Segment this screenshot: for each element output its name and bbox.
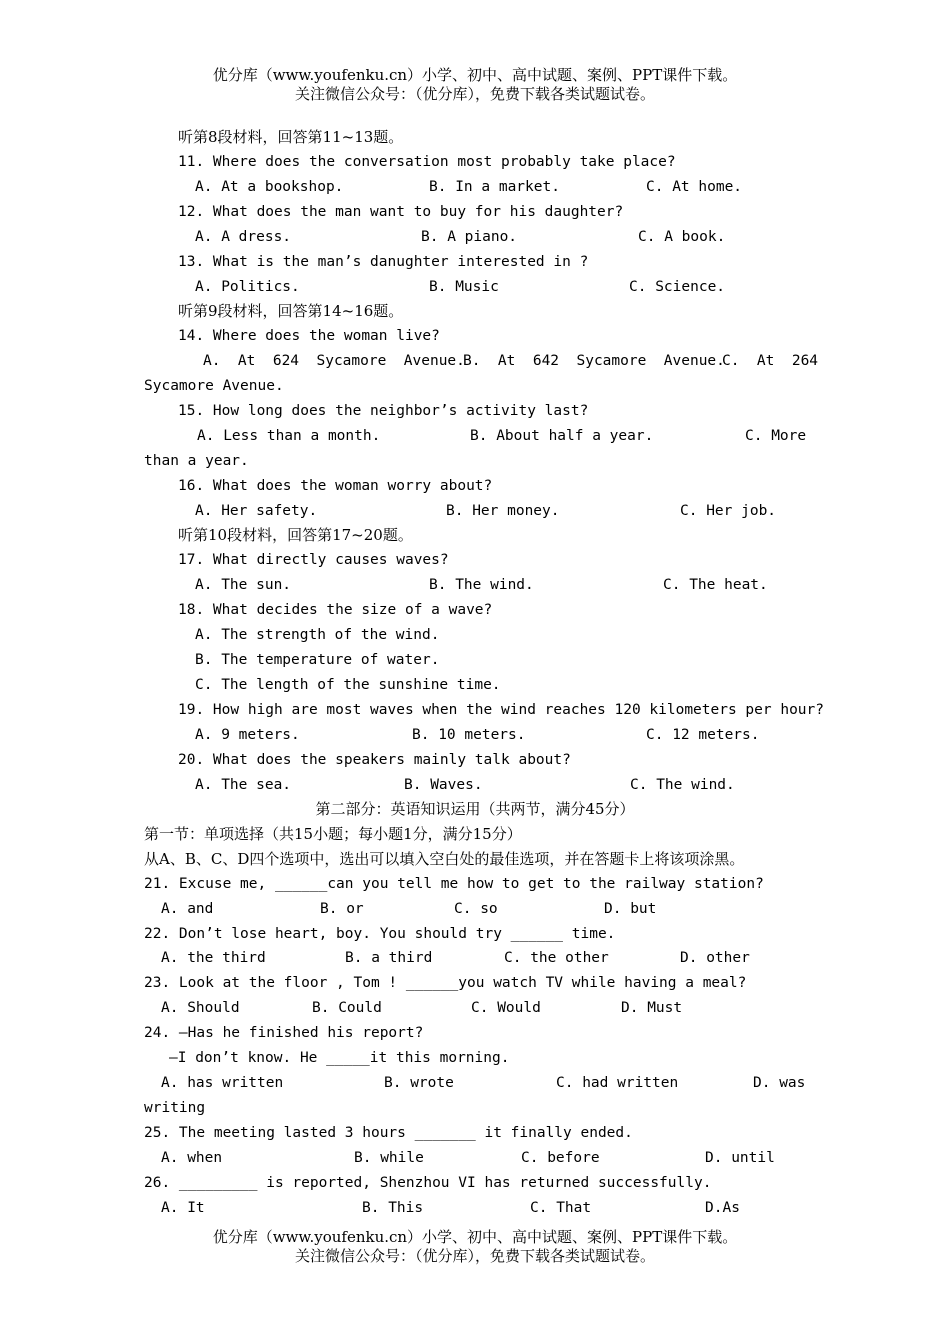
q17-option-b: B. The wind. xyxy=(429,577,534,593)
q16-stem: 16. What does the woman worry about? xyxy=(178,478,493,494)
part-2-heading: 第二部分：英语知识运用（共两节，满分45分） xyxy=(315,800,635,818)
q23-stem: 23. Look at the floor , Tom ! ______you watch TV while having a meal? xyxy=(144,975,747,991)
q25-stem: 25. The meeting lasted 3 hours _______ it finally ended. xyxy=(144,1125,633,1141)
q18-option-b: B. The temperature of water. xyxy=(195,652,440,668)
q23-option-d: D. Must xyxy=(621,1000,683,1016)
q23-option-c: C. Would xyxy=(471,1000,541,1016)
q12-option-c: C. A book. xyxy=(638,229,726,245)
q17-option-c: C. The heat. xyxy=(663,577,768,593)
q19-stem: 19. How high are most waves when the wind reaches 120 kilometers per hour? xyxy=(178,702,825,718)
q13-stem: 13. What is the man’s danughter interested in ? xyxy=(178,254,589,270)
q22-option-c: C. the other xyxy=(504,950,609,966)
q15-option-c-continued: than a year. xyxy=(144,453,249,469)
q17-stem: 17. What directly causes waves? xyxy=(178,552,449,568)
q21-option-c: C. so xyxy=(454,901,498,917)
section-8-heading: 听第8段材料，回答第11~13题。 xyxy=(178,128,404,146)
q19-option-a: A. 9 meters. xyxy=(195,727,300,743)
footer-line-2: 关注微信公众号：（优分库），免费下载各类试题试卷。 xyxy=(294,1247,655,1265)
q24-stem-reply: —I don’t know. He _____it this morning. xyxy=(169,1050,510,1066)
q14-option-c: C. At 264 xyxy=(722,353,819,369)
q15-option-c: C. More xyxy=(745,428,807,444)
q23-option-a: A. Should xyxy=(161,1000,240,1016)
q24-option-a: A. has written xyxy=(161,1075,284,1091)
q26-option-b: B. This xyxy=(362,1200,424,1216)
q26-stem: 26. _________ is reported, Shenzhou VI has returned successfully. xyxy=(144,1175,712,1191)
q11-option-c: C. At home. xyxy=(646,179,743,195)
q24-option-d-continued: writing xyxy=(144,1100,206,1116)
q16-option-a: A. Her safety. xyxy=(195,503,318,519)
q25-option-a: A. when xyxy=(161,1150,223,1166)
q14-stem: 14. Where does the woman live? xyxy=(178,328,440,344)
q20-option-b: B. Waves. xyxy=(404,777,483,793)
q22-stem: 22. Don’t lose heart, boy. You should try ______ time. xyxy=(144,926,616,942)
section-10-heading: 听第10段材料，回答第17~20题。 xyxy=(178,526,413,544)
q24-option-b: B. wrote xyxy=(384,1075,454,1091)
q18-stem: 18. What decides the size of a wave? xyxy=(178,602,493,618)
q22-option-b: B. a third xyxy=(345,950,433,966)
q11-option-a: A. At a bookshop. xyxy=(195,179,344,195)
q18-option-a: A. The strength of the wind. xyxy=(195,627,440,643)
section-instructions: 从A、B、C、D四个选项中，选出可以填入空白处的最佳选项，并在答题卡上将该项涂黑。 xyxy=(144,850,745,868)
q26-option-d: D.As xyxy=(705,1200,740,1216)
q17-option-a: A. The sun. xyxy=(195,577,292,593)
q25-option-c: C. before xyxy=(521,1150,600,1166)
q14-option-c-continued: Sycamore Avenue. xyxy=(144,378,284,394)
q23-option-b: B. Could xyxy=(312,1000,382,1016)
header-line-1: 优分库（www.youfenku.cn）小学、初中、高中试题、案例、PPT课件下载。 xyxy=(212,66,738,84)
q21-option-d: D. but xyxy=(604,901,657,917)
q15-stem: 15. How long does the neighbor’s activity last? xyxy=(178,403,589,419)
q25-option-b: B. while xyxy=(354,1150,424,1166)
q12-stem: 12. What does the man want to buy for his daughter? xyxy=(178,204,624,220)
q13-option-b: B. Music xyxy=(429,279,499,295)
q26-option-a: A. It xyxy=(161,1200,205,1216)
q11-stem: 11. Where does the conversation most probably take place? xyxy=(178,154,676,170)
header-line-2: 关注微信公众号：（优分库），免费下载各类试题试卷。 xyxy=(294,85,655,103)
q24-option-d: D. was xyxy=(753,1075,806,1091)
q13-option-c: C. Science. xyxy=(629,279,726,295)
q15-option-a: A. Less than a month. xyxy=(197,428,381,444)
q13-option-a: A. Politics. xyxy=(195,279,300,295)
q20-option-c: C. The wind. xyxy=(630,777,735,793)
q22-option-d: D. other xyxy=(680,950,750,966)
q24-option-c: C. had written xyxy=(556,1075,679,1091)
q26-option-c: C. That xyxy=(530,1200,592,1216)
q12-option-a: A. A dress. xyxy=(195,229,292,245)
q25-option-d: D. until xyxy=(705,1150,775,1166)
q11-option-b: B. In a market. xyxy=(429,179,560,195)
q16-option-b: B. Her money. xyxy=(446,503,560,519)
q12-option-b: B. A piano. xyxy=(421,229,518,245)
q14-option-b: B. At 642 Sycamore Avenue. xyxy=(463,353,725,369)
q24-stem: 24. —Has he finished his report? xyxy=(144,1025,424,1041)
q14-option-a: A. At 624 Sycamore Avenue. xyxy=(203,353,465,369)
q19-option-b: B. 10 meters. xyxy=(412,727,526,743)
section-9-heading: 听第9段材料，回答第14~16题。 xyxy=(178,302,404,320)
q18-option-c: C. The length of the sunshine time. xyxy=(195,677,501,693)
q20-option-a: A. The sea. xyxy=(195,777,292,793)
footer-line-1: 优分库（www.youfenku.cn）小学、初中、高中试题、案例、PPT课件下载。 xyxy=(212,1228,738,1246)
q20-stem: 20. What does the speakers mainly talk about? xyxy=(178,752,571,768)
q15-option-b: B. About half a year. xyxy=(470,428,654,444)
section-1-heading: 第一节：单项选择（共15小题；每小题1分，满分15分） xyxy=(144,825,522,843)
q21-option-a: A. and xyxy=(161,901,214,917)
q19-option-c: C. 12 meters. xyxy=(646,727,760,743)
q16-option-c: C. Her job. xyxy=(680,503,777,519)
q21-option-b: B. or xyxy=(320,901,364,917)
q22-option-a: A. the third xyxy=(161,950,266,966)
q21-stem: 21. Excuse me, ______can you tell me how to get to the railway station? xyxy=(144,876,764,892)
